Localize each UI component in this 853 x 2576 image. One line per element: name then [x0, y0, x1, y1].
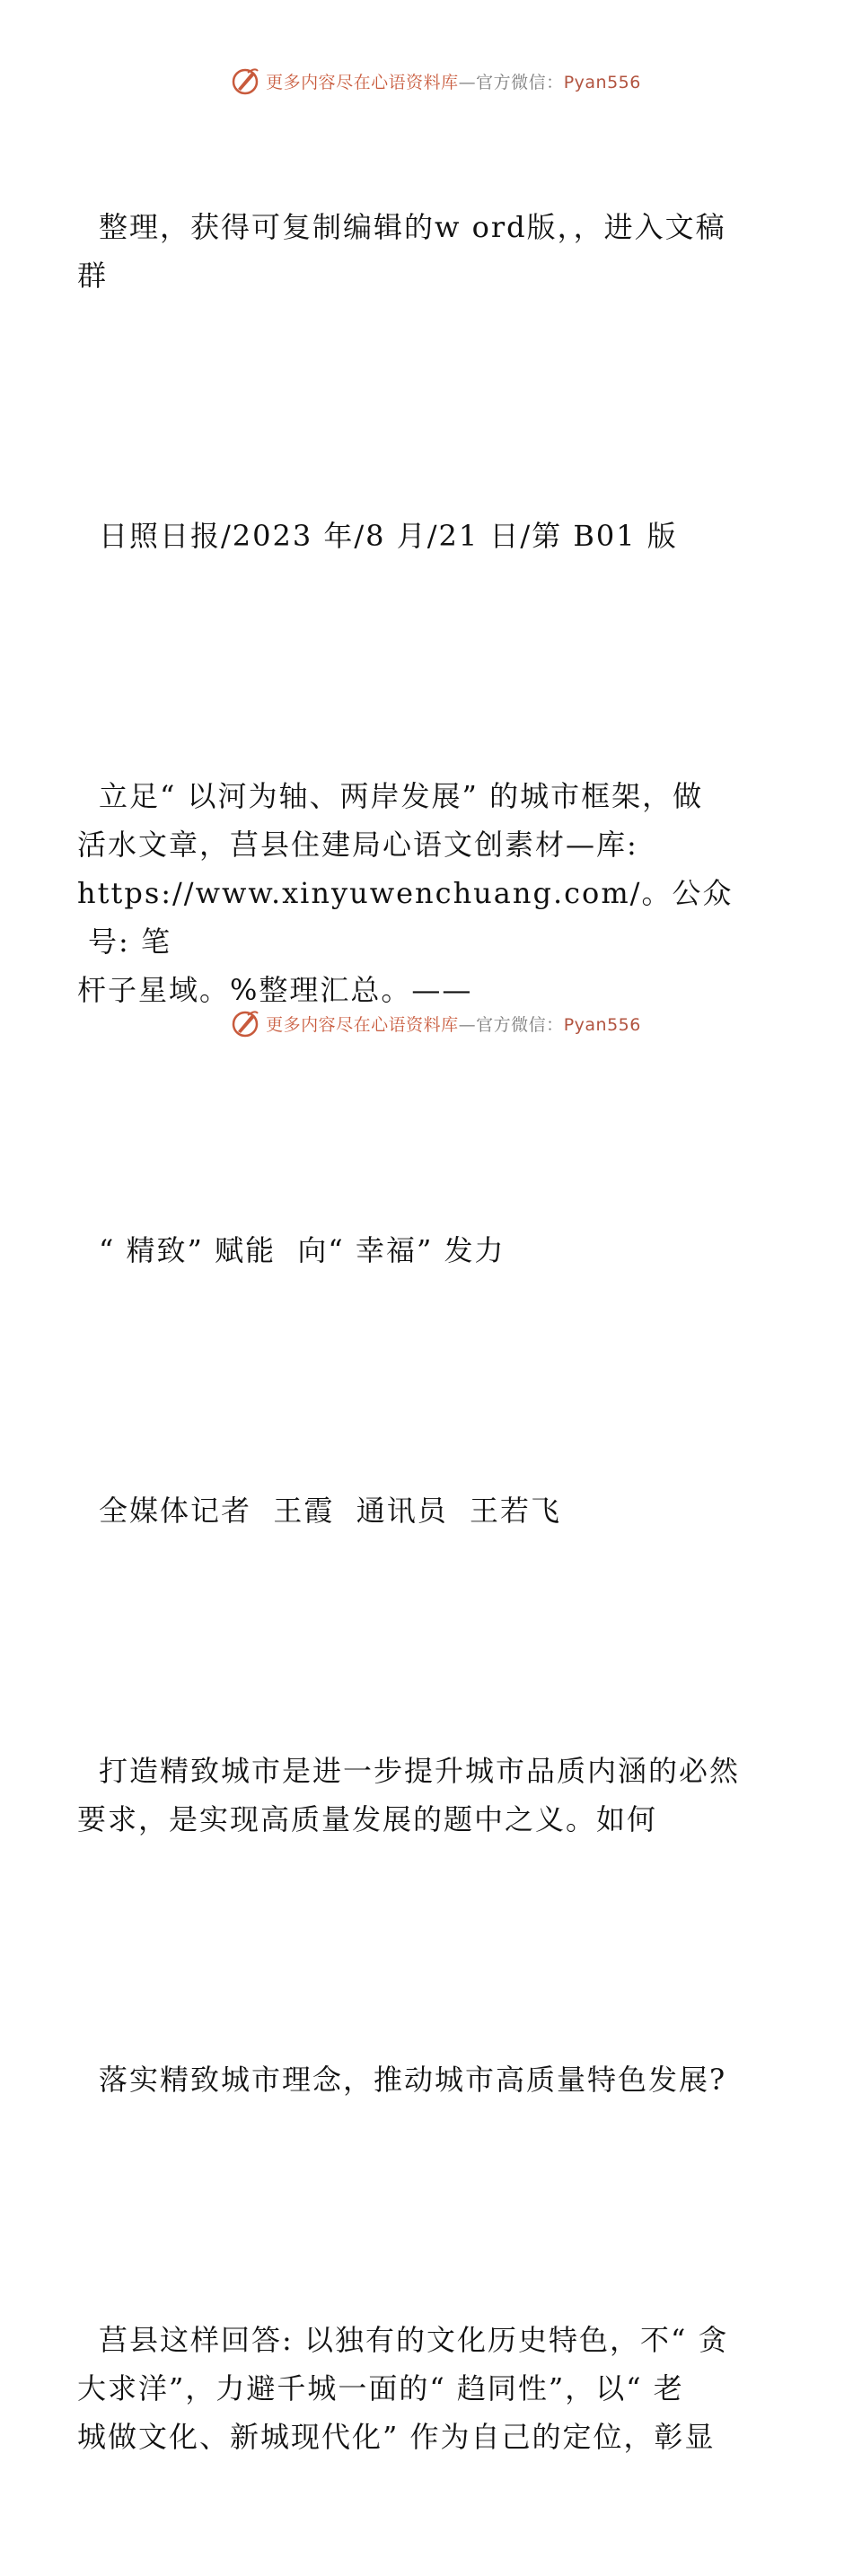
footer-watermark-content [230, 1008, 641, 1038]
paragraph-body-2 [88, 1958, 770, 2201]
watermark-wechat-label: 官方微信： [476, 1014, 564, 1035]
text-line: https://www.xinyuwenchuang.com/。公众号: 笔 [77, 876, 734, 959]
text-line: 整理，获得可复制编辑的w ord版，，进入文稿 [99, 210, 726, 244]
text-line: 日照日报/2023 年/8 月/21 日/第 B01 版 [99, 519, 678, 553]
header-watermark-text [266, 69, 641, 93]
watermark-wechat-id: Pyan556 [563, 1014, 641, 1035]
article-headline [88, 1129, 770, 1371]
paragraph-source [88, 415, 770, 657]
paragraph-body-1 [77, 1650, 770, 1941]
text-line: 落实精致城市理念，推动城市高质量特色发展? [99, 2063, 727, 2097]
quill-logo-icon [230, 1008, 260, 1038]
paragraph-body-3 [77, 2219, 770, 2558]
text-line: 大求洋”，力避千城一面的“ 趋同性”，以“ 老 [77, 2371, 684, 2405]
text-line: “ 精致” 赋能 向“ 幸福” 发力 [99, 1233, 506, 1267]
footer-watermark-text [266, 1012, 641, 1036]
text-line: 群 [77, 258, 109, 293]
text-line: 要求，是实现高质量发展的题中之义。如何 [77, 1802, 658, 1836]
watermark-wechat-label: 官方微信： [476, 72, 564, 92]
watermark-wechat-id: Pyan556 [563, 72, 641, 92]
text-line: 活水文章，莒县住建局心语文创素材—库: [77, 828, 638, 862]
footer-watermark [0, 1005, 853, 1041]
header-watermark-content [230, 66, 641, 96]
text-line: 杆子星域。%整理汇总。—— [77, 973, 473, 1007]
watermark-separator: — [458, 1014, 477, 1035]
text-line: 打造精致城市是进一步提升城市品质内涵的必然 [99, 1754, 741, 1788]
text-line: 立足“ 以河为轴、两岸发展” 的城市框架，做 [99, 779, 704, 813]
text-line: 城做文化、新城现代化” 作为自己的定位，彰显 [77, 2420, 716, 2454]
header-watermark [0, 63, 853, 99]
quill-logo-icon [230, 66, 260, 96]
document-body [77, 106, 770, 2576]
watermark-separator: — [458, 72, 477, 92]
paragraph-lead [77, 675, 770, 1111]
text-line: 莒县这样回答: 以独有的文化历史特色，不“ 贪 [99, 2323, 729, 2357]
paragraph-intro [77, 106, 770, 397]
watermark-lead: 更多内容尽在心语资料库 [266, 72, 459, 92]
text-line: 全媒体记者 王霞 通讯员 王若飞 [99, 1494, 562, 1528]
article-byline [88, 1389, 770, 1632]
watermark-lead: 更多内容尽在心语资料库 [266, 1014, 459, 1035]
